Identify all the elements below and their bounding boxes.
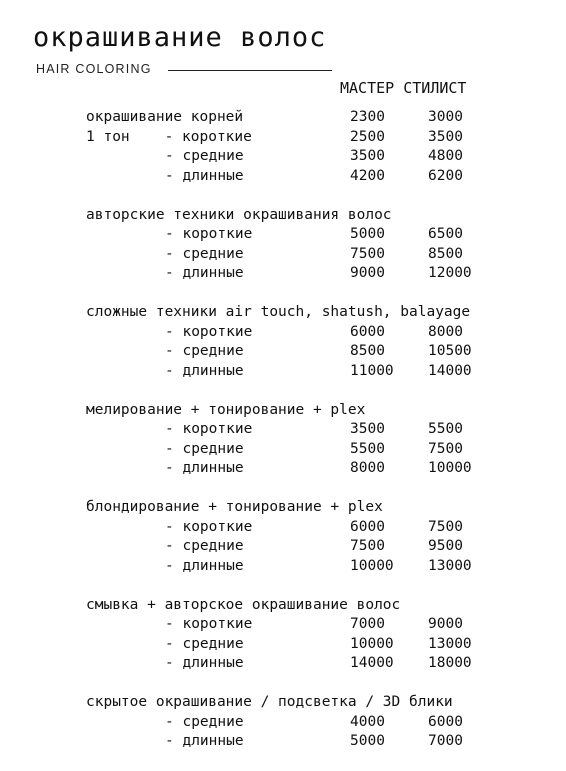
section-title-row	[86, 596, 556, 616]
price-master: 3500	[350, 148, 385, 164]
service-label: - средние	[165, 635, 244, 652]
price-stylist: 4800	[428, 148, 463, 164]
service-label: - длинные	[165, 265, 244, 281]
price-stylist: 6200	[428, 167, 463, 184]
service-label: - длинные	[165, 733, 244, 749]
service-label: - средние	[165, 245, 244, 262]
price-row	[86, 654, 556, 674]
service-label: - средние	[165, 148, 244, 164]
price-row	[86, 518, 556, 538]
service-label: - короткие	[165, 518, 253, 535]
price-stylist: 7000	[428, 733, 463, 749]
price-master: 10000	[350, 557, 394, 574]
service-label: - длинные	[165, 362, 244, 379]
price-master: 2300	[350, 109, 385, 125]
price-section	[86, 596, 556, 674]
price-stylist: 13000	[428, 557, 472, 574]
price-row	[86, 225, 556, 245]
price-master: 10000	[350, 635, 394, 652]
price-row	[86, 635, 556, 655]
price-master: 7500	[350, 245, 385, 262]
page-subtitle: HAIR COLORING	[36, 62, 152, 76]
price-master: 3500	[350, 421, 385, 437]
price-row	[86, 128, 556, 148]
service-label: - средние	[165, 538, 244, 554]
column-headers	[340, 79, 466, 97]
price-section	[86, 401, 556, 479]
price-master: 4200	[350, 167, 385, 184]
service-label: - длинные	[165, 167, 244, 184]
section-title-row	[86, 693, 556, 713]
service-label: - средние	[165, 713, 244, 730]
price-section	[86, 693, 556, 752]
price-row	[86, 323, 556, 343]
price-master: 5500	[350, 440, 385, 457]
price-stylist: 5500	[428, 421, 463, 437]
title-divider	[168, 70, 332, 71]
price-stylist: 3500	[428, 128, 463, 145]
section-title: авторские техники окрашивания волос	[86, 206, 392, 223]
price-stylist: 13000	[428, 635, 472, 652]
price-master: 7500	[350, 538, 385, 554]
price-row	[86, 342, 556, 362]
price-master: 4000	[350, 713, 385, 730]
price-stylist: 10000	[428, 460, 472, 476]
price-stylist: 18000	[428, 655, 472, 671]
service-label: - короткие	[165, 616, 253, 632]
price-master: 6000	[350, 323, 385, 340]
price-stylist: 8000	[428, 323, 463, 340]
service-label: - короткие	[165, 226, 253, 242]
price-stylist: 10500	[428, 343, 472, 359]
price-stylist: 6000	[428, 713, 463, 730]
price-row	[86, 362, 556, 382]
column-header-stylist: СТИЛИСТ	[403, 79, 467, 97]
price-master: 8000	[350, 460, 385, 476]
price-stylist: 8500	[428, 245, 463, 262]
price-row	[86, 147, 556, 167]
price-master: 11000	[350, 362, 394, 379]
price-master: 6000	[350, 518, 385, 535]
service-label: - короткие	[165, 323, 253, 340]
price-stylist: 9500	[428, 538, 463, 554]
price-list	[86, 108, 556, 771]
price-row	[86, 108, 556, 128]
service-label: - средние	[165, 440, 244, 457]
price-section	[86, 303, 556, 381]
price-section	[86, 108, 556, 186]
price-stylist: 7500	[428, 440, 463, 457]
section-title: скрытое окрашивание / подсветка / 3D блики	[86, 694, 453, 710]
price-master: 5000	[350, 733, 385, 749]
price-stylist: 7500	[428, 518, 463, 535]
service-label: 1 тон - короткие	[86, 128, 252, 145]
price-row	[86, 459, 556, 479]
price-row	[86, 615, 556, 635]
section-title-row	[86, 401, 556, 421]
price-stylist: 3000	[428, 109, 463, 125]
service-label: - длинные	[165, 557, 244, 574]
service-label: - длинные	[165, 460, 244, 476]
service-label: окрашивание корней	[86, 109, 244, 125]
price-stylist: 9000	[428, 616, 463, 632]
section-title-row	[86, 498, 556, 518]
price-row	[86, 245, 556, 265]
price-row	[86, 264, 556, 284]
section-title: смывка + авторское окрашивание волос	[86, 596, 401, 613]
price-row	[86, 167, 556, 187]
price-section	[86, 498, 556, 576]
price-row	[86, 713, 556, 733]
section-title: блондирование + тонирование + plex	[86, 499, 383, 515]
price-stylist: 12000	[428, 265, 472, 281]
column-header-master: МАСТЕР	[340, 79, 395, 97]
section-title-row	[86, 303, 556, 323]
section-title: мелирование + тонирование + plex	[86, 401, 366, 418]
section-title-row	[86, 206, 556, 226]
service-label: - короткие	[165, 421, 253, 437]
price-master: 14000	[350, 655, 394, 671]
price-stylist: 6500	[428, 226, 463, 242]
price-master: 5000	[350, 226, 385, 242]
page-title: окрашивание волос	[33, 22, 327, 53]
price-row	[86, 420, 556, 440]
price-row	[86, 537, 556, 557]
price-master: 8500	[350, 343, 385, 359]
price-master: 9000	[350, 265, 385, 281]
service-label: - длинные	[165, 655, 244, 671]
price-row	[86, 557, 556, 577]
price-row	[86, 732, 556, 752]
price-row	[86, 440, 556, 460]
price-master: 7000	[350, 616, 385, 632]
service-label: - средние	[165, 343, 244, 359]
section-title: сложные техники air touch, shatush, balayage	[86, 304, 471, 320]
price-stylist: 14000	[428, 362, 472, 379]
price-section	[86, 206, 556, 284]
price-master: 2500	[350, 128, 385, 145]
